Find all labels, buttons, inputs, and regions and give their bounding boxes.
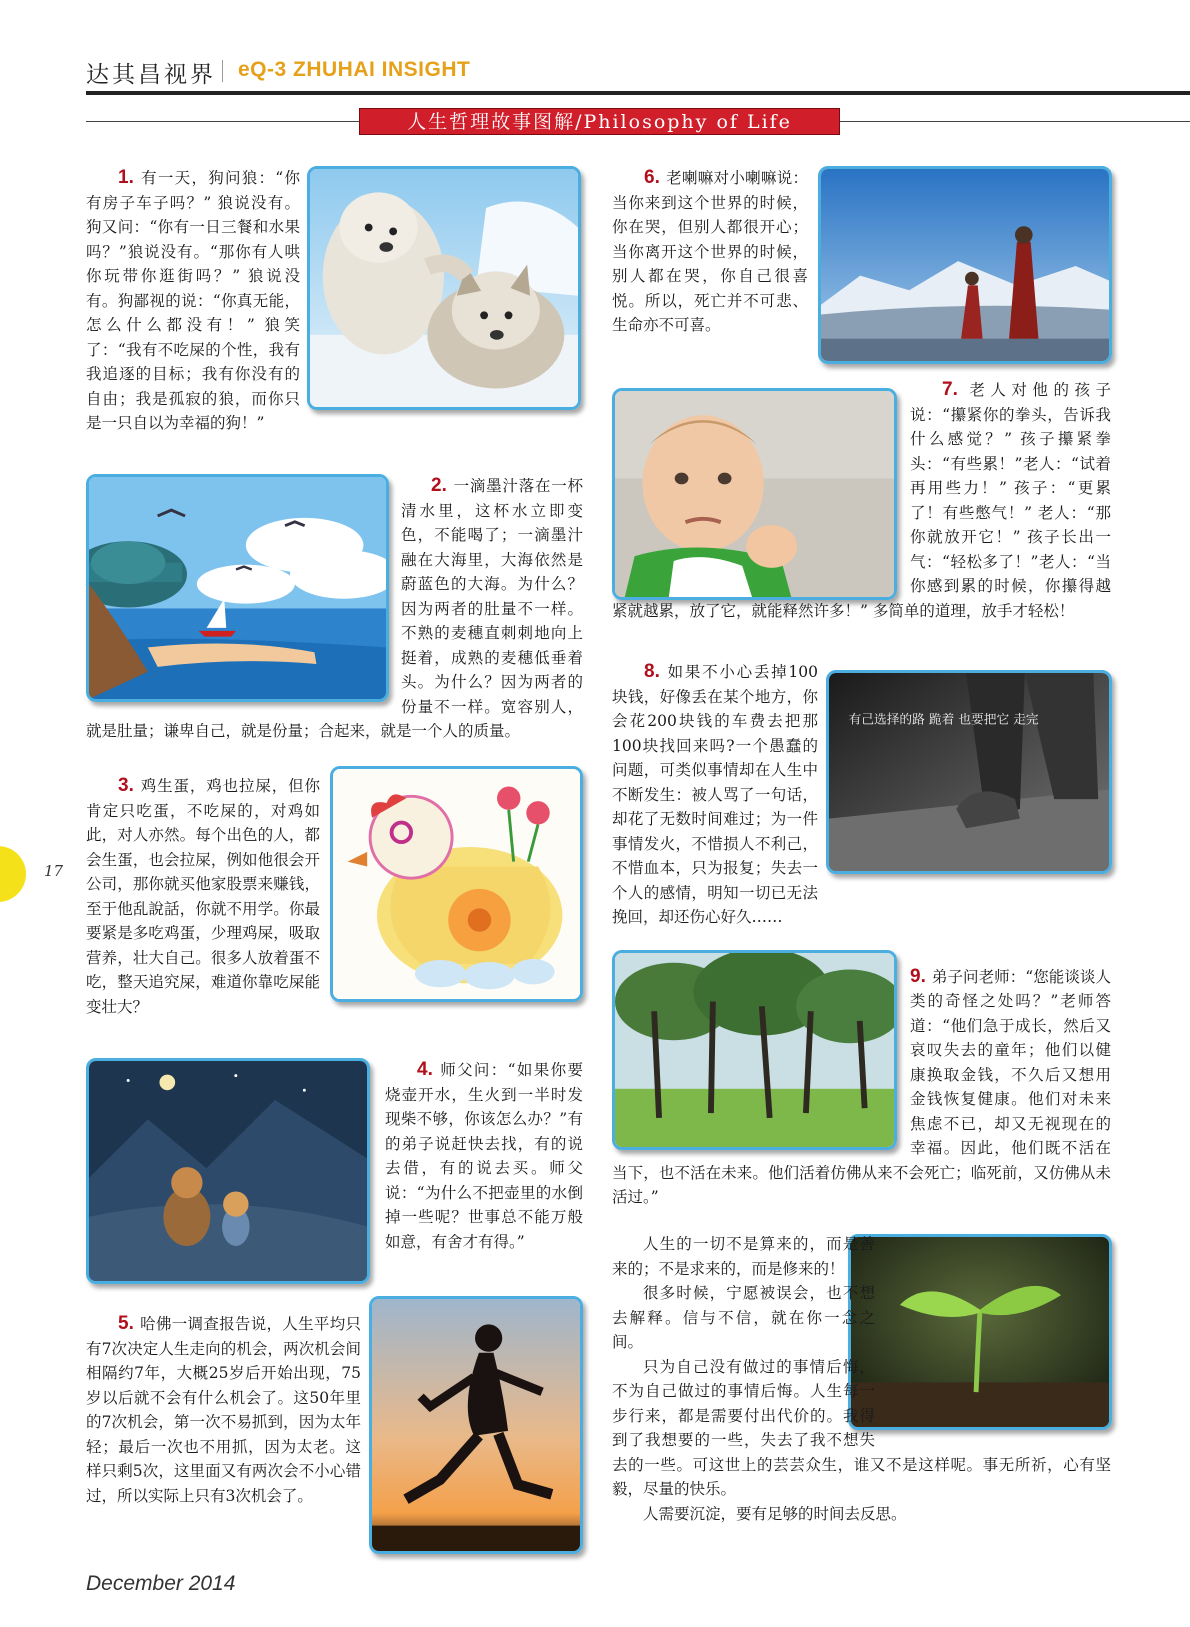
footer-date: December 2014 xyxy=(86,1572,236,1595)
header-divider xyxy=(222,60,223,82)
story-5-number: 5. xyxy=(118,1313,134,1334)
story-5-body: 哈佛一调查报告说，人生平均只有7次决定人生走向的机会，两次机会间相隔约7年，大概25岁后开始出现，75岁以后就不会有什么机会了。这50年里的7次机会，第一次不易抓到，因为太年轻；最后一次也不用抓，因为太老。这样只剩5次，这里面又有两次会不小心错过，所以实际上只有3次机会了。 xyxy=(86,1315,361,1505)
closing-paragraph-2: 很多时候，宁愿被误会，也不想去解释。信与不信，就在你一念之间。 xyxy=(612,1284,875,1351)
photo-dog-and-wolf xyxy=(307,166,581,410)
photo-night-scene xyxy=(86,1058,370,1284)
story-1-number: 1. xyxy=(118,167,134,188)
story-9-text xyxy=(612,940,1111,1210)
closing-paragraph-4: 人需要沉淀，要有足够的时间去反思。 xyxy=(643,1504,907,1523)
photo-walking-feet xyxy=(826,670,1112,874)
story-6-body: 老喇嘛对小喇嘛说：当你来到这个世界的时候，你在哭，但别人都很开心；当你离开这个世界的时候，别人都在哭，你自己很喜悦。所以，死亡并不可悲、生命亦不可喜。 xyxy=(612,169,808,334)
magazine-title-en: eQ-3 ZHUHAI INSIGHT xyxy=(238,58,471,81)
story-8-number: 8. xyxy=(644,661,660,682)
closing-paragraph-1: 人生的一切不是算来的，而是善来的；不是求来的，而是修来的！ xyxy=(612,1235,875,1278)
story-3-number: 3. xyxy=(118,775,134,796)
photo-8-caption: 有己选择的路 跪着 也要把它 走完 xyxy=(848,711,1039,727)
page-number: 17 xyxy=(44,862,64,880)
photo-lamas-walking xyxy=(818,166,1112,364)
story-4-text xyxy=(385,1058,583,1254)
story-9-number: 9. xyxy=(910,965,926,987)
magazine-title-cn: 达其昌视界 xyxy=(86,62,216,88)
story-8-text xyxy=(612,660,818,930)
story-5-text xyxy=(86,1312,361,1508)
story-2-number: 2. xyxy=(431,475,447,496)
closing-paragraph-3: 只为自己没有做过的事情后悔，不为自己做过的事情后悔。人生每一步行来，都是需要付出代价的。我得到了我想要的一些，失去了我不想失去的一些。可这世上的芸芸众生，谁又不是这样呢。事无所祈，心有坚毅，尽量的快乐。 xyxy=(612,1357,1111,1498)
story-2-text xyxy=(86,474,583,744)
story-7-text xyxy=(612,378,1111,623)
section-banner: 人生哲理故事图解/Philosophy of Life xyxy=(359,108,840,135)
photo-running-silhouette xyxy=(369,1296,583,1554)
story-1-body: 有一天，狗问狼：“你有房子车子吗？” 狼说没有。狗又问：“你有一日三餐和水果吗？”狼说没有。“那你有人哄你玩带你逛街吗？” 狼说没有。狗鄙视的说：“你真无能，怎么什么都没有！” 狼笑了：“我有不吃屎的个性，我有我追逐的目标；我有你没有的自由；我是孤寂的狼，而你只是一只自以为幸福的狗！” xyxy=(86,169,300,432)
story-1-text xyxy=(86,166,300,436)
photo-hen-drawing xyxy=(330,766,583,1002)
story-6-number: 6. xyxy=(644,167,660,188)
story-2-body: 一滴墨汁落在一杯清水里，这杯水立即变色，不能喝了；一滴墨汁融在大海里，大海依然是蔚蓝色的大海。为什么？因为两者的肚量不一样。不熟的麦穗直刺刺地向上挺着，成熟的麦穗低垂着头。为什么？因为两者的份量不一样。宽容别人，就是肚量；谦卑自己，就是份量；合起来，就是一个人的质量。 xyxy=(86,477,583,740)
story-3-body: 鸡生蛋，鸡也拉屎，但你肯定只吃蛋，不吃屎的，对鸡如此，对人亦然。每个出色的人，都会生蛋，也会拉屎，例如他很会开公司，那你就买他家股票来赚钱，至于他乱說話，你就不用学。你最要紧是多吃鸡蛋，少理鸡屎，吸取营养，壮大自己。很多人放着蛋不吃，整天追究屎，难道你靠吃屎能变壮大？ xyxy=(86,777,320,1016)
story-8-body: 如果不小心丢掉100块钱，好像丢在某个地方，你会花200块钱的车费去把那100块找回来吗?一个愚蠢的问题，可类似事情却在人生中不断发生：被人骂了一句话，却花了无数时间难过；为一件事情发火，不惜损人不利己，不惜血本，只为报复；失去一个人的感情，明知一切已无法挽回，却还伤心好久…… xyxy=(612,663,818,926)
closing-text xyxy=(612,1232,1111,1526)
story-4-number: 4. xyxy=(417,1059,433,1080)
story-6-text xyxy=(612,166,808,338)
story-9-body: 弟子问老师：“您能谈谈人类的奇怪之处吗？”老师答道：“他们急于成长，然后又哀叹失去的童年；他们以健康换取金钱，不久后又想用金钱恢复健康。他们对未来焦虑不已，却又无视现在的幸福。因此，他们既不活在当下，也不活在未来。他们活着仿佛从来不会死亡；临死前，又仿佛从未活过。” xyxy=(612,967,1111,1206)
page-tab-marker xyxy=(0,846,26,902)
story-7-number: 7. xyxy=(942,379,958,400)
story-4-body: 师父问：“如果你要烧壶开水，生火到一半时发现柴不够，你该怎么办？”有的弟子说赶快去找，有的说去借，有的说去买。师父说：“为什么不把壶里的水倒掉一些呢？世事总不能万般如意，有舍才有得。” xyxy=(385,1061,583,1251)
story-3-text xyxy=(86,774,320,1019)
header-rule xyxy=(86,91,1190,95)
story-7-body: 老人对他的孩子说：“攥紧你的拳头，告诉我什么感觉？” 孩子攥紧拳头：“有些累！”老人：“试着再用些力！” 孩子：“更累了！有些憋气！” 老人：“那你就放开它！” 孩子长出一气：“轻松多了！”老人：“当你感到累的时候，你攥得越紧就越累，放了它，就能释然许多！” 多简单的道理，放手才轻松！ xyxy=(612,381,1111,620)
